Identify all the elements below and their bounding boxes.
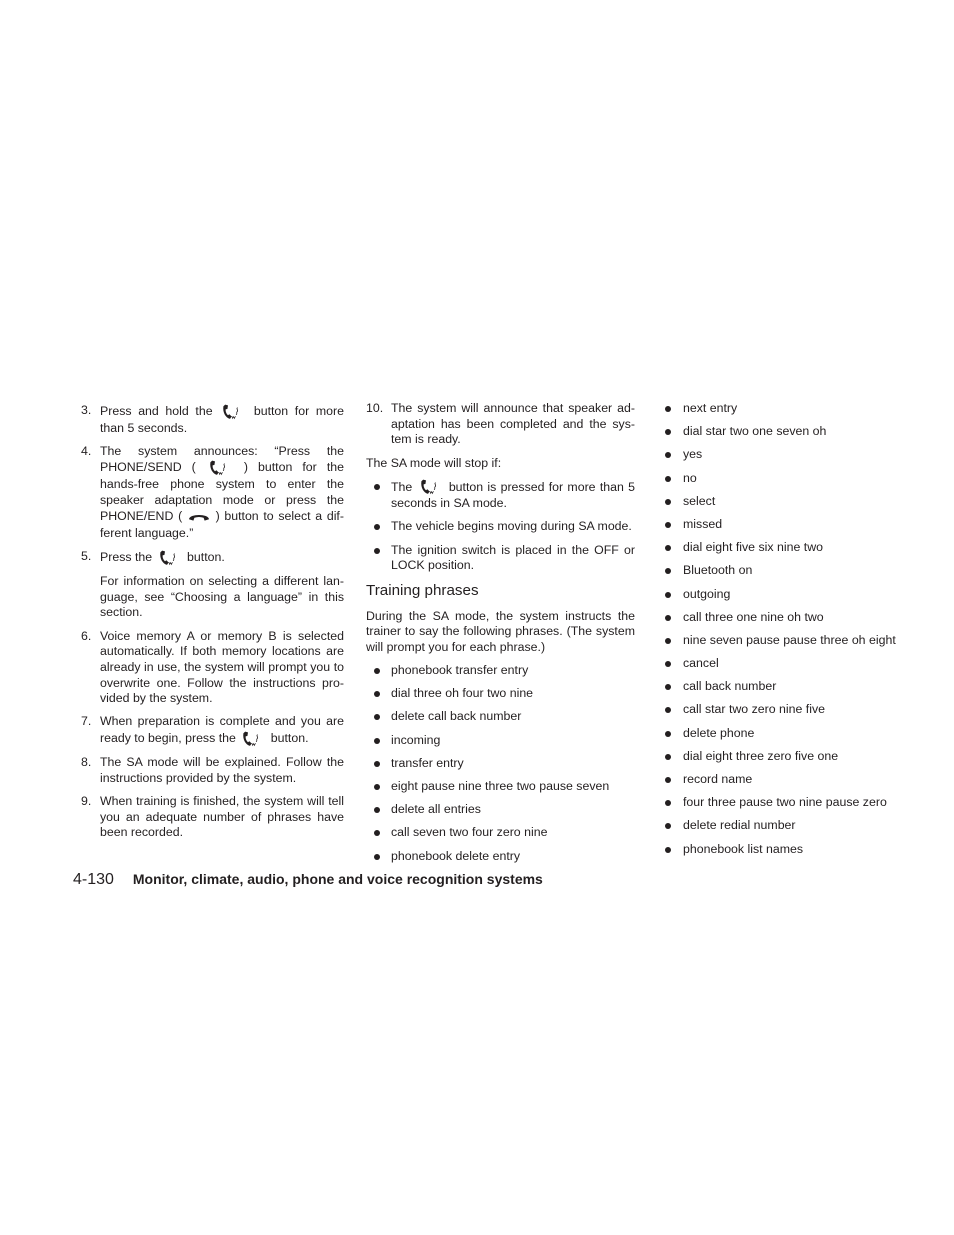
step-number: 5. (81, 548, 92, 563)
block-body (391, 543, 635, 574)
block-body (100, 549, 344, 567)
block-body (100, 403, 344, 436)
text-line (391, 417, 635, 433)
bullet-marker (665, 661, 671, 667)
block-body (100, 714, 344, 747)
text-line (100, 477, 344, 493)
bullet-marker (665, 499, 671, 505)
bullet-item (663, 401, 903, 417)
line-text: you an adequate number of phrases have (100, 809, 344, 824)
bullet-marker (374, 484, 380, 490)
line-text: phonebook delete entry (391, 848, 521, 863)
line-text: dial eight five six nine two (683, 540, 823, 555)
line-text: ) button to select a dif- (215, 509, 344, 524)
text-line (100, 810, 344, 826)
bullet-item (365, 779, 635, 795)
line-text: When preparation is complete and you are (100, 714, 344, 729)
bullet-item (663, 540, 903, 556)
step-item (80, 444, 344, 542)
block-body (683, 447, 903, 463)
line-text: call back number (683, 679, 777, 694)
bullet-item (663, 842, 903, 858)
bullet-item (663, 424, 903, 440)
block-body (391, 686, 635, 702)
block-body (391, 709, 635, 725)
line-text: dial eight three zero five one (683, 748, 839, 763)
bullet-marker (665, 847, 671, 853)
block-body (391, 479, 635, 512)
line-text: Voice memory A or memory B is selected (100, 628, 344, 643)
block-body (683, 656, 903, 672)
phone-send-icon (241, 731, 260, 747)
block-body (391, 663, 635, 679)
step-number: 3. (81, 403, 92, 417)
block-body (683, 563, 903, 579)
text-line (100, 629, 344, 645)
line-text: missed (683, 516, 723, 531)
bullet-marker (665, 777, 671, 783)
line-text: call three one nine oh two (683, 609, 824, 624)
block-body (683, 517, 903, 533)
text-line (366, 640, 635, 656)
line-text: Training phrases (366, 581, 479, 599)
bullet-marker (665, 638, 671, 644)
text-column-2 (365, 401, 635, 872)
bullet-marker (665, 429, 671, 435)
bullet-item (365, 686, 635, 702)
step-number: 4. (81, 443, 92, 458)
bullet-marker (665, 452, 671, 458)
bullet-marker (374, 830, 380, 836)
line-text: vided by the system. (100, 691, 213, 706)
phone-send-icon (419, 479, 438, 495)
text-line (683, 633, 903, 649)
line-text: tem is ready. (391, 432, 461, 447)
bullet-item (365, 663, 635, 679)
block-body (391, 802, 635, 818)
text-line (683, 540, 903, 556)
line-text: During the SA mode, the system instructs the (366, 608, 635, 623)
block-body (391, 733, 635, 749)
step-number: 8. (81, 755, 92, 770)
bullet-marker (665, 615, 671, 621)
block-body (100, 794, 344, 841)
text-line (683, 726, 903, 742)
bullet-marker (665, 568, 671, 574)
text-line (683, 424, 903, 440)
bullet-marker (665, 545, 671, 551)
line-text: The (391, 479, 413, 494)
line-text: call star two zero nine five (683, 702, 826, 717)
line-text: For information on selecting a different lan- (100, 573, 344, 588)
text-line (100, 459, 344, 477)
step-number: 6. (81, 628, 92, 643)
line-text: ) button for the (243, 460, 344, 475)
bullet-marker (665, 684, 671, 690)
line-text: guage, see “Choosing a language” in this (100, 589, 344, 604)
text-line (100, 421, 344, 437)
line-text: ferent language.” (100, 525, 194, 540)
text-line (100, 508, 344, 526)
line-text: section. (100, 605, 143, 620)
bullet-item (663, 679, 903, 695)
text-line (391, 432, 635, 448)
block-body (391, 519, 635, 535)
text-line (391, 709, 635, 725)
line-text: PHONE/SEND ( (100, 460, 196, 475)
text-line (683, 610, 903, 626)
step-item (80, 403, 344, 436)
text-column-3 (663, 401, 903, 865)
block-body (683, 772, 903, 788)
bullet-item (663, 726, 903, 742)
block-body (391, 779, 635, 795)
bullet-marker (374, 784, 380, 790)
text-line (683, 818, 903, 834)
bullet-item (365, 825, 635, 841)
bullet-marker (374, 548, 380, 554)
line-text: button. (270, 731, 309, 746)
block-body (100, 444, 344, 542)
text-line (100, 644, 344, 660)
block-body (100, 574, 344, 621)
block-body (366, 456, 635, 472)
bullet-marker (665, 800, 671, 806)
text-line (366, 609, 635, 625)
bullet-marker (374, 807, 380, 813)
bullet-marker (665, 731, 671, 737)
bullet-item (663, 772, 903, 788)
text-line (391, 543, 635, 559)
bullet-marker (665, 406, 671, 412)
text-line (100, 403, 344, 421)
text-line (100, 549, 344, 567)
text-line (100, 825, 344, 841)
step-number: 7. (81, 714, 92, 729)
bullet-item (365, 519, 635, 535)
bullet-marker (665, 476, 671, 482)
line-text: outgoing (683, 586, 731, 601)
text-line (100, 714, 344, 730)
line-text: phonebook list names (683, 841, 804, 856)
bullet-marker (374, 691, 380, 697)
bullet-marker (665, 707, 671, 713)
bullet-item (365, 479, 635, 512)
line-text: The ignition switch is placed in the OFF or (391, 542, 635, 557)
paragraph (365, 609, 635, 656)
step-item (80, 629, 344, 707)
text-line (391, 558, 635, 574)
block-body (391, 825, 635, 841)
block-body (391, 849, 635, 865)
text-line (391, 779, 635, 795)
block-body (683, 401, 903, 417)
bullet-item (365, 756, 635, 772)
text-line (366, 456, 635, 472)
block-body (683, 726, 903, 742)
line-text: The system announces: “Press the (100, 443, 344, 458)
text-line (391, 802, 635, 818)
text-line (100, 755, 344, 771)
line-text: incoming (391, 732, 441, 747)
text-column-1 (80, 403, 344, 849)
text-line (366, 624, 635, 640)
line-text: PHONE/END ( (100, 509, 183, 524)
text-line (683, 702, 903, 718)
line-text: The SA mode will stop if: (366, 455, 502, 470)
bullet-item (663, 610, 903, 626)
line-text: been recorded. (100, 825, 184, 840)
line-text: Bluetooth on (683, 563, 753, 578)
bullet-item (663, 517, 903, 533)
text-line (391, 825, 635, 841)
line-text: than 5 seconds. (100, 420, 188, 435)
step-item (365, 401, 635, 448)
line-text: record name (683, 772, 753, 786)
text-line (391, 663, 635, 679)
line-text: no (683, 470, 697, 485)
block-body (683, 679, 903, 695)
block-body (391, 401, 635, 448)
line-text: ready to begin, press the (100, 731, 236, 746)
text-line (100, 574, 344, 590)
bullet-item (365, 802, 635, 818)
line-text: aptation has been completed and the sys- (391, 416, 635, 431)
text-line (100, 444, 344, 460)
phone-end-icon (188, 512, 210, 522)
line-text: cancel (683, 656, 719, 671)
line-text: transfer entry (391, 755, 464, 770)
block-body (100, 629, 344, 707)
bullet-item (663, 633, 903, 649)
text-line (391, 756, 635, 772)
step-number: 10. (366, 401, 384, 415)
block-body (683, 749, 903, 765)
text-line (683, 772, 903, 788)
bullet-item (663, 494, 903, 510)
line-text: call seven two four zero nine (391, 825, 548, 840)
phone-send-icon (158, 550, 177, 566)
line-text: overwrite one. Follow the instructions pro- (100, 675, 344, 690)
bullet-marker (374, 668, 380, 674)
step-item (80, 549, 344, 567)
text-line (391, 519, 635, 535)
text-line (683, 656, 903, 672)
block-body (683, 633, 903, 649)
line-text: nine seven pause pause three oh eight (683, 632, 896, 647)
bullet-marker (374, 714, 380, 720)
block-body (683, 610, 903, 626)
bullet-item (663, 749, 903, 765)
text-line (683, 563, 903, 579)
bullet-marker (665, 522, 671, 528)
block-body (683, 471, 903, 487)
note-paragraph (80, 574, 344, 621)
line-text: already in use, the system will prompt you to (100, 659, 344, 674)
block-body (683, 842, 903, 858)
phone-send-icon (208, 460, 227, 476)
step-number: 9. (81, 794, 92, 808)
text-line (683, 749, 903, 765)
bullet-item (663, 563, 903, 579)
bullet-item (663, 818, 903, 834)
line-text: button. (187, 549, 225, 564)
text-line (683, 517, 903, 533)
bullet-item (365, 733, 635, 749)
block-body (683, 587, 903, 603)
line-text: delete redial number (683, 818, 796, 833)
text-line (100, 691, 344, 707)
line-text: seconds in SA mode. (391, 496, 507, 511)
block-body (366, 582, 635, 600)
line-text: LOCK position. (391, 558, 475, 573)
text-line (100, 794, 344, 810)
bullet-marker (665, 823, 671, 829)
bullet-item (663, 702, 903, 718)
line-text: Press the (100, 549, 153, 564)
line-text: button for more (253, 404, 344, 418)
line-text: select (683, 493, 716, 508)
text-line (683, 587, 903, 603)
bullet-item (365, 543, 635, 574)
block-body (683, 494, 903, 510)
bullet-marker (665, 592, 671, 598)
phone-send-icon (221, 404, 240, 420)
text-line (100, 676, 344, 692)
line-text: dial three oh four two nine (391, 686, 534, 701)
block-body (366, 609, 635, 656)
line-text: trainer to say the following phrases. (The system (366, 624, 635, 639)
step-item (80, 714, 344, 747)
bullet-item (663, 587, 903, 603)
bullet-marker (374, 854, 380, 860)
block-body (100, 755, 344, 786)
step-item (80, 794, 344, 841)
line-text: speaker adaptation mode or press the (100, 492, 344, 507)
text-line (391, 686, 635, 702)
line-text: will prompt you for each phrase.) (366, 639, 546, 654)
line-text: yes (683, 447, 703, 462)
text-line (391, 479, 635, 497)
line-text: The SA mode will be explained. Follow the (100, 755, 344, 770)
bullet-item (365, 709, 635, 725)
text-line (683, 447, 903, 463)
block-body (683, 540, 903, 556)
page-footer (73, 869, 543, 889)
text-line (683, 471, 903, 487)
line-text: dial star two one seven oh (683, 424, 827, 439)
text-line (391, 496, 635, 512)
bullet-marker (374, 761, 380, 767)
text-line (683, 494, 903, 510)
paragraph (365, 456, 635, 472)
line-text: When training is finished, the system will tell (100, 794, 344, 808)
block-body (391, 756, 635, 772)
line-text: four three pause two nine pause zero (683, 795, 887, 810)
block-body (683, 818, 903, 834)
line-text: instructions provided by the system. (100, 770, 297, 785)
text-line (683, 842, 903, 858)
text-line (683, 401, 903, 417)
line-text: delete all entries (391, 802, 481, 817)
block-body (683, 795, 903, 811)
line-text: delete phone (683, 725, 755, 740)
line-text: hands-free phone system to enter the (100, 476, 344, 491)
line-text: eight pause nine three two pause seven (391, 779, 610, 793)
line-text: automatically. If both memory locations are (100, 644, 344, 659)
text-line (100, 771, 344, 787)
line-text: phonebook transfer entry (391, 663, 529, 678)
text-line (100, 730, 344, 748)
line-text: Press and hold the (100, 404, 213, 418)
line-text: The vehicle begins moving during SA mode. (391, 519, 632, 534)
block-body (683, 702, 903, 718)
bullet-marker (374, 738, 380, 744)
text-line (391, 733, 635, 749)
text-line (100, 526, 344, 542)
text-line (100, 493, 344, 509)
text-line (391, 401, 635, 417)
text-line (683, 679, 903, 695)
bullet-item (663, 656, 903, 672)
step-item (80, 755, 344, 786)
text-line (100, 590, 344, 606)
bullet-marker (374, 524, 380, 530)
section-heading (365, 582, 635, 600)
text-line (100, 660, 344, 676)
bullet-marker (665, 754, 671, 760)
text-line (366, 582, 635, 600)
text-line (683, 795, 903, 811)
text-line (391, 849, 635, 865)
bullet-item (663, 447, 903, 463)
block-body (683, 424, 903, 440)
text-line (100, 605, 344, 621)
section-title: Monitor, climate, audio, phone and voice recognition systems (132, 871, 543, 887)
bullet-item (663, 795, 903, 811)
bullet-item (365, 849, 635, 865)
line-text: The system will announce that speaker ad- (391, 401, 635, 415)
line-text: next entry (683, 401, 738, 415)
line-text: delete call back number (391, 709, 522, 724)
bullet-item (663, 471, 903, 487)
page-number: 4-130 (73, 871, 114, 888)
line-text: button is pressed for more than 5 (448, 479, 635, 494)
